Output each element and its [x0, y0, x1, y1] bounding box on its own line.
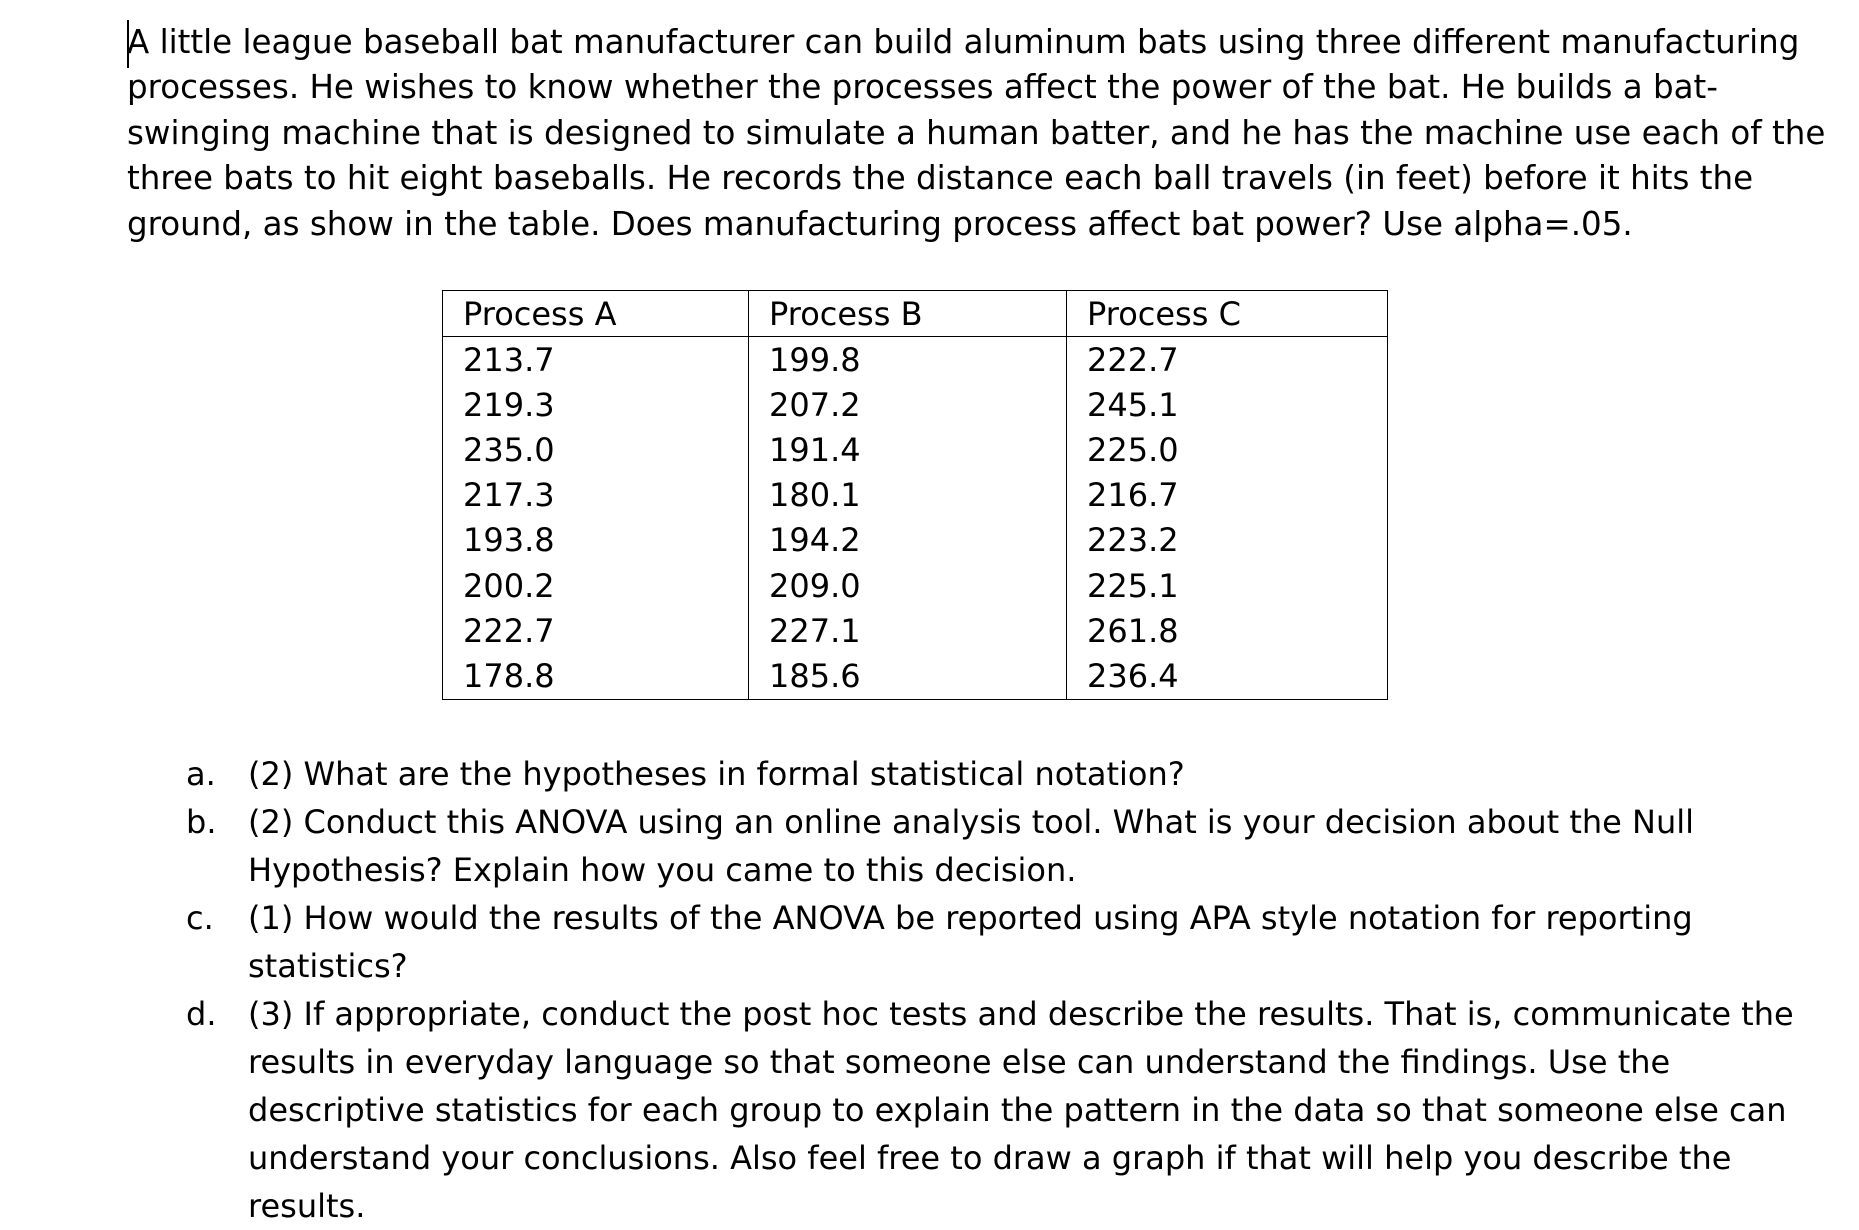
table-cell: 185.6	[749, 653, 1067, 699]
problem-line: three bats to hit eight baseballs. He records the distance each ball travels (in feet) before it hits the	[127, 159, 1754, 198]
problem-statement	[127, 20, 1826, 247]
table-cell: 222.7	[443, 608, 749, 653]
table-cell: 193.8	[443, 518, 749, 563]
table-row	[443, 563, 1388, 608]
question-text: descriptive statistics for each group to explain the pattern in the data so that someone else can	[248, 1091, 1787, 1129]
table-cell: 227.1	[749, 608, 1067, 653]
table-cell: 178.8	[443, 653, 749, 699]
problem-line: swinging machine that is designed to simulate a human batter, and he has the machine use each of the	[127, 113, 1826, 152]
question-text: results in everyday language so that someone else can understand the findings. Use the	[248, 1043, 1671, 1081]
table-row	[443, 608, 1388, 653]
question-marker: b.	[186, 803, 217, 841]
column-header-process-a: Process A	[443, 291, 749, 337]
table-row	[443, 473, 1388, 518]
column-header-process-b: Process B	[749, 291, 1067, 337]
question-a	[186, 750, 1746, 798]
question-text: (2) What are the hypotheses in formal statistical notation?	[248, 755, 1185, 793]
question-text: (1) How would the results of the ANOVA be reported using APA style notation for reporting	[248, 899, 1693, 937]
table-cell: 209.0	[749, 563, 1067, 608]
table-row	[443, 653, 1388, 699]
problem-line: processes. He wishes to know whether the processes affect the power of the bat. He builds a bat-	[127, 68, 1719, 107]
problem-line: A little league baseball bat manufacturer can build aluminum bats using three different manufacturing	[127, 23, 1800, 61]
question-b	[186, 798, 1746, 894]
table-cell: 213.7	[443, 337, 749, 383]
table-row	[443, 427, 1388, 472]
table-cell: 207.2	[749, 382, 1067, 427]
table-cell: 225.0	[1067, 427, 1388, 472]
table-row	[443, 337, 1388, 383]
table-header-row	[443, 291, 1388, 337]
table-row	[443, 518, 1388, 563]
table-cell: 225.1	[1067, 563, 1388, 608]
question-text: (3) If appropriate, conduct the post hoc tests and describe the results. That is, communicate the	[248, 995, 1794, 1033]
table-cell: 180.1	[749, 473, 1067, 518]
problem-line: ground, as show in the table. Does manufacturing process affect bat power? Use alpha=.05.	[127, 204, 1633, 243]
table-cell: 191.4	[749, 427, 1067, 472]
question-text: statistics?	[248, 947, 408, 985]
table-cell: 216.7	[1067, 473, 1388, 518]
table-row	[443, 382, 1388, 427]
table-cell: 200.2	[443, 563, 749, 608]
question-marker: c.	[186, 899, 214, 937]
question-text: understand your conclusions. Also feel free to draw a graph if that will help you describe the	[248, 1139, 1732, 1177]
question-text: Hypothesis? Explain how you came to this decision.	[248, 851, 1077, 889]
table-cell: 261.8	[1067, 608, 1388, 653]
question-c	[186, 894, 1746, 990]
distance-table	[442, 290, 1388, 700]
question-text: results.	[248, 1187, 366, 1225]
table-cell: 222.7	[1067, 337, 1388, 383]
table-cell: 217.3	[443, 473, 749, 518]
question-text: (2) Conduct this ANOVA using an online analysis tool. What is your decision about the Null	[248, 803, 1695, 841]
table-cell: 245.1	[1067, 382, 1388, 427]
question-marker: a.	[186, 755, 216, 793]
table-cell: 223.2	[1067, 518, 1388, 563]
table-cell: 219.3	[443, 382, 749, 427]
question-marker: d.	[186, 995, 217, 1033]
question-list	[186, 750, 1794, 1230]
table-cell: 236.4	[1067, 653, 1388, 699]
table-cell: 194.2	[749, 518, 1067, 563]
question-d	[186, 990, 1794, 1230]
table-cell: 235.0	[443, 427, 749, 472]
column-header-process-c: Process C	[1067, 291, 1388, 337]
table-cell: 199.8	[749, 337, 1067, 383]
